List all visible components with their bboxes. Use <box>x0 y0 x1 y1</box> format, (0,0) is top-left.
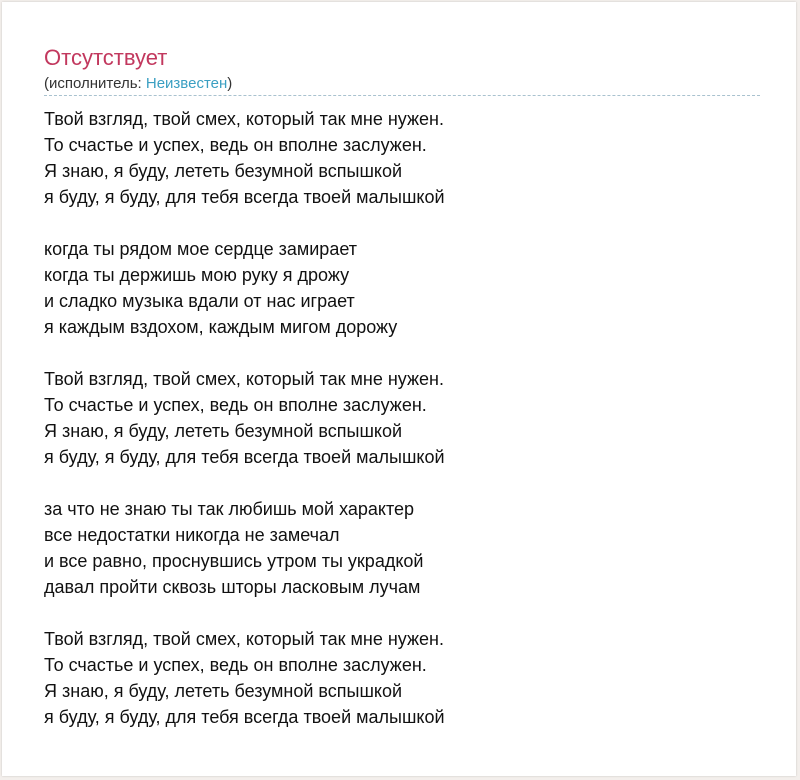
lyric-line: все недостатки никогда не замечал <box>44 525 340 545</box>
lyric-line: я буду, я буду, для тебя всегда твоей малышкой <box>44 447 445 467</box>
lyric-line: То счастье и успех, ведь он вполне заслужен. <box>44 135 427 155</box>
divider <box>44 95 760 96</box>
stanza <box>44 626 764 730</box>
stanza <box>44 106 764 210</box>
lyric-line: То счастье и успех, ведь он вполне заслужен. <box>44 395 427 415</box>
stanza <box>44 366 764 470</box>
lyric-line: Я знаю, я буду, лететь безумной вспышкой <box>44 421 403 441</box>
stanza <box>44 496 764 600</box>
lyric-line: когда ты держишь мою руку я дрожу <box>44 265 350 285</box>
lyric-line: Твой взгляд, твой смех, который так мне нужен. <box>44 109 444 129</box>
lyrics-body <box>44 106 764 756</box>
lyric-line: и сладко музыка вдали от нас играет <box>44 291 355 311</box>
lyric-line: То счастье и успех, ведь он вполне заслужен. <box>44 655 427 675</box>
artist-link[interactable]: Неизвестен <box>145 75 228 92</box>
lyric-line: я буду, я буду, для тебя всегда твоей малышкой <box>44 707 445 727</box>
lyric-line: я каждым вздохом, каждым мигом дорожу <box>44 317 398 337</box>
lyric-line: я буду, я буду, для тебя всегда твоей малышкой <box>44 187 445 207</box>
lyric-line: когда ты рядом мое сердце замирает <box>44 239 357 259</box>
artist-suffix: ) <box>227 75 233 92</box>
stanza <box>44 236 764 340</box>
lyric-line: Твой взгляд, твой смех, который так мне нужен. <box>44 629 444 649</box>
lyric-line: и все равно, проснувшись утром ты украдкой <box>44 551 424 571</box>
lyric-line: за что не знаю ты так любишь мой характер <box>44 499 415 519</box>
song-title: Отсутствует <box>44 45 168 70</box>
lyrics-card <box>2 2 796 776</box>
artist-line <box>44 75 232 93</box>
lyric-line: Я знаю, я буду, лететь безумной вспышкой <box>44 681 403 701</box>
lyric-line: давал пройти сквозь шторы ласковым лучам <box>44 577 421 597</box>
lyric-line: Я знаю, я буду, лететь безумной вспышкой <box>44 161 403 181</box>
artist-prefix: (исполнитель: <box>44 75 146 92</box>
lyric-line: Твой взгляд, твой смех, который так мне нужен. <box>44 369 444 389</box>
